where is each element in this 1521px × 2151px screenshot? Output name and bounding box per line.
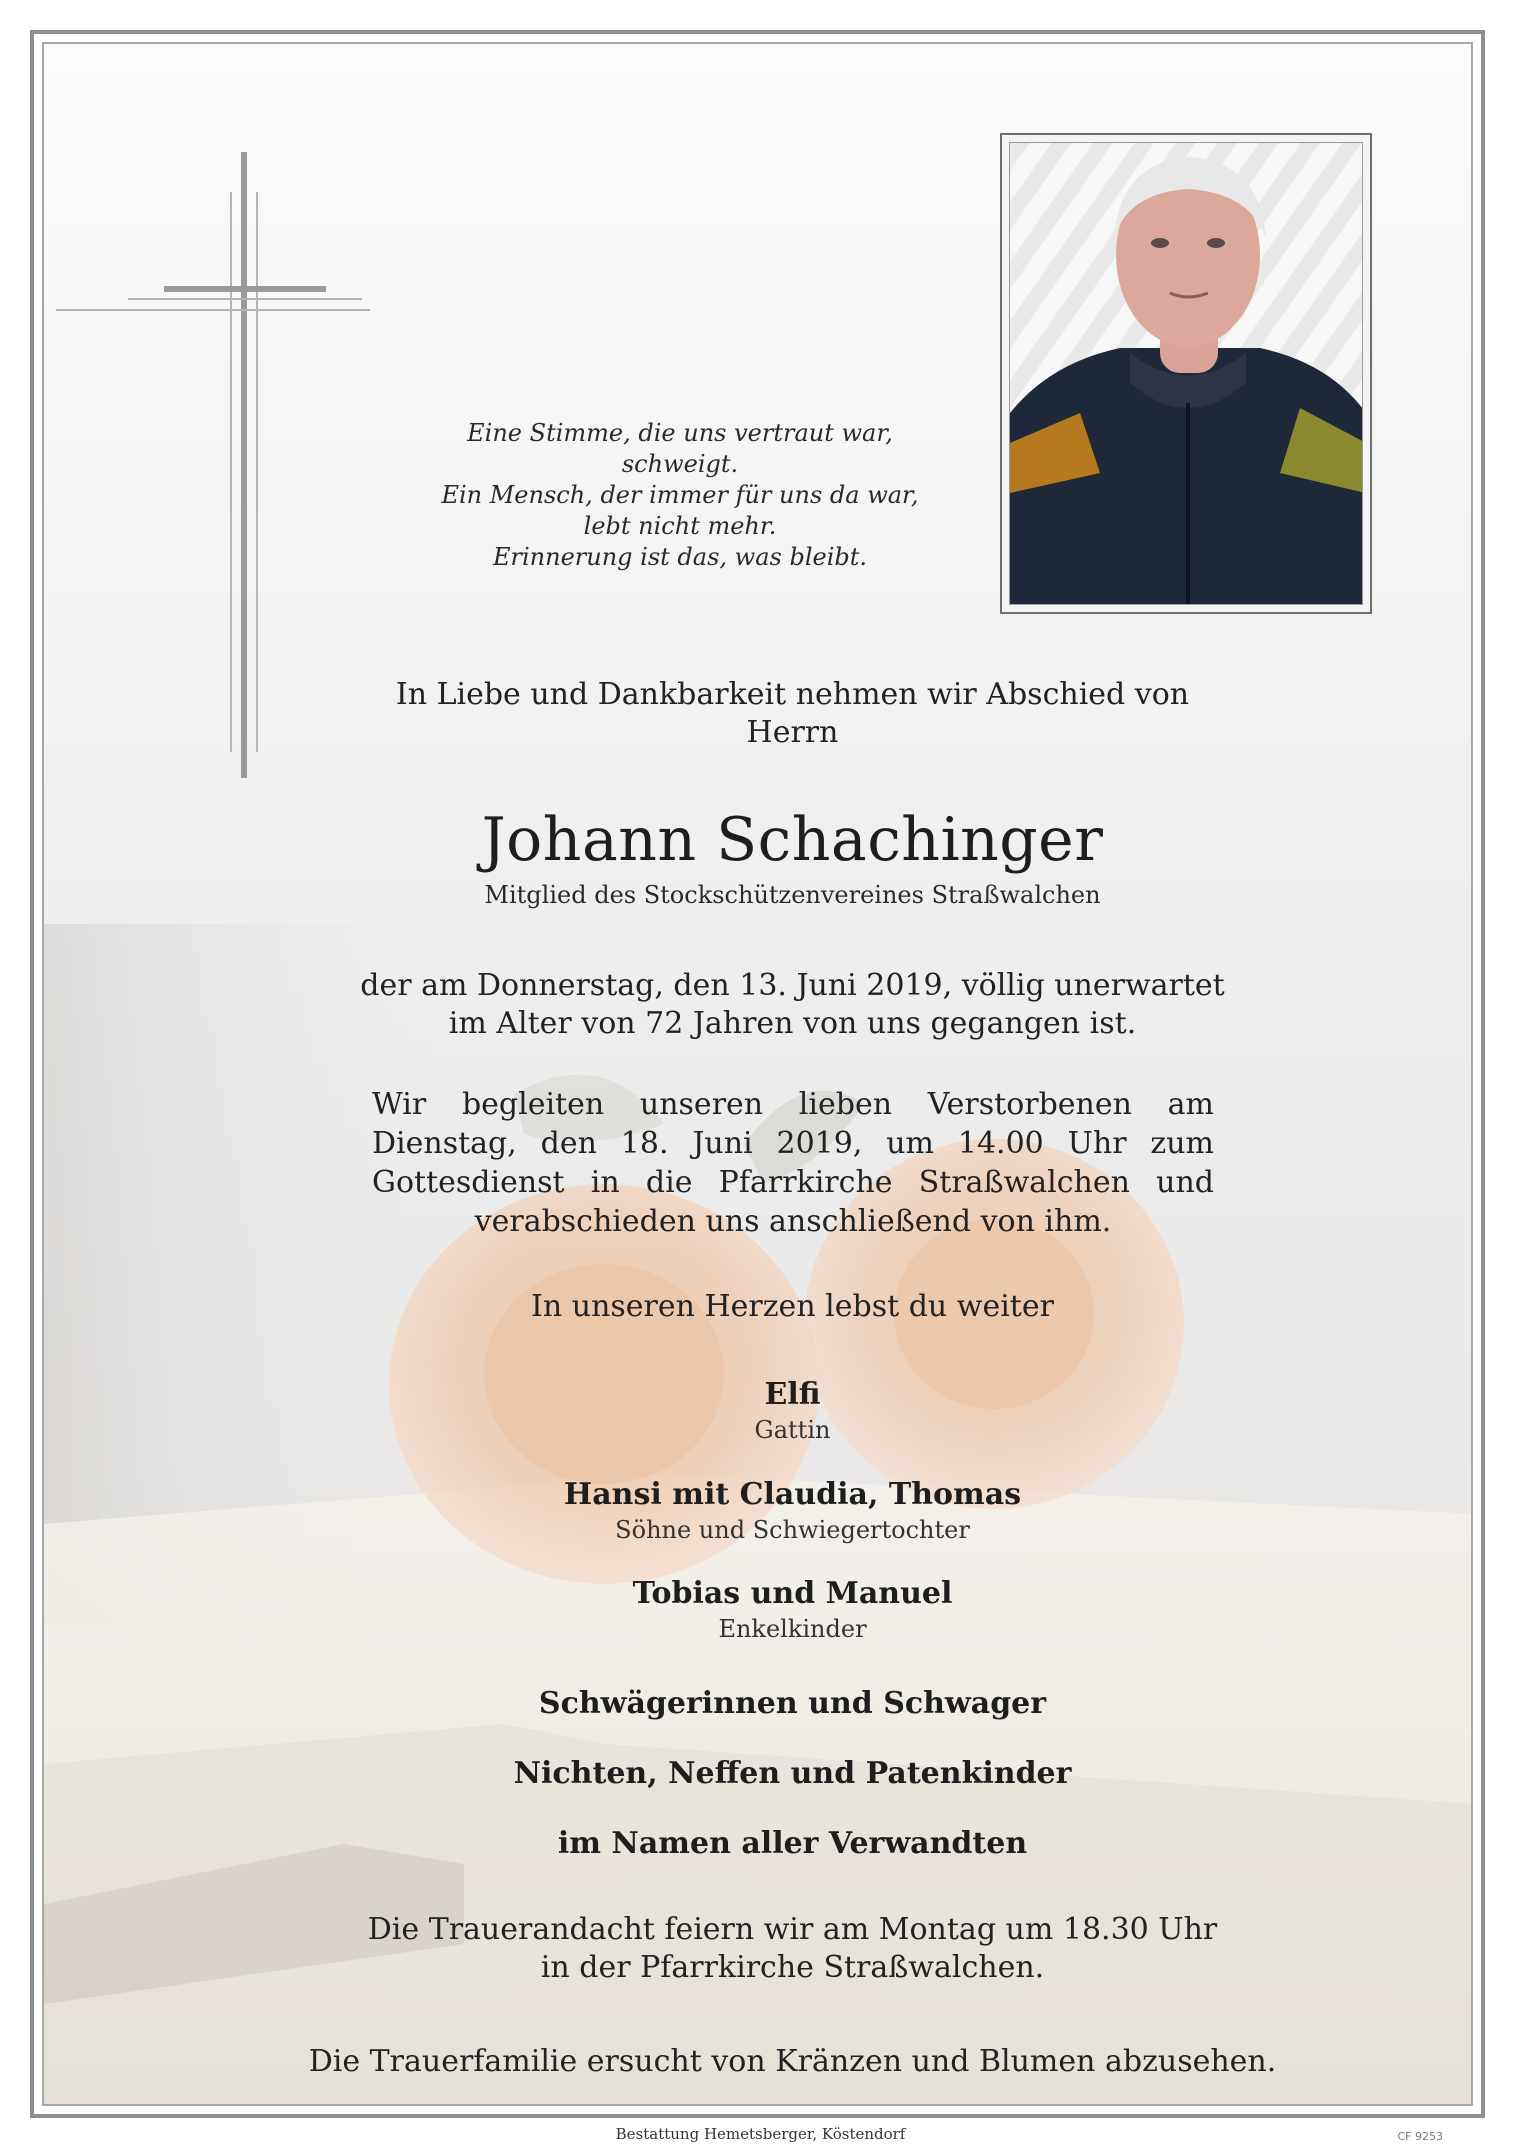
- mourner-relation: Gattin: [754, 1416, 831, 1444]
- mourner-group: im Namen aller Verwandten: [557, 1826, 1028, 1861]
- vigil-line: Die Trauerandacht feiern wir am Montag um 18.30 Uhr: [367, 1912, 1218, 1947]
- vigil-line: in der Pfarrkirche Straßwalchen.: [540, 1950, 1045, 1985]
- intro-line: In Liebe und Dankbarkeit nehmen wir Abschied von: [395, 677, 1190, 712]
- portrait-photo-frame: [1000, 133, 1372, 614]
- mourner-group: Nichten, Neffen und Patenkinder: [513, 1756, 1072, 1791]
- poem-line: Eine Stimme, die uns vertraut war,: [467, 419, 893, 447]
- poem-line: schweigt.: [621, 450, 739, 478]
- deceased-subtitle: Mitglied des Stockschützenvereines Straßwalchen: [484, 881, 1101, 909]
- portrait-photo: [1009, 142, 1363, 605]
- funeral-home: Bestattung Hemetsberger, Köstendorf: [615, 2125, 906, 2143]
- flower-request: Die Trauerfamilie ersucht von Kränzen und Blumen abzusehen.: [308, 2044, 1277, 2079]
- death-notice-line: der am Donnerstag, den 13. Juni 2019, völlig unerwartet: [360, 968, 1225, 1003]
- poem-line: Ein Mensch, der immer für uns da war,: [441, 481, 919, 509]
- mourner-name: Tobias und Manuel: [632, 1576, 953, 1611]
- mourner-relation: Enkelkinder: [718, 1615, 867, 1643]
- heart-line: In unseren Herzen lebst du weiter: [531, 1289, 1054, 1324]
- death-notice: [30, 967, 1521, 1043]
- funeral-text: Wir begleiten unseren lieben Verstorbenen am Dienstag, den 18. Juni 2019, um 14.00 Uhr zum Gottesdienst in die Pfarrkirche Straßwalchen und verabschieden uns anschließend von ihm.: [372, 1087, 1214, 1239]
- mourner-name: Hansi mit Claudia, Thomas: [563, 1477, 1022, 1512]
- portrait-image: [1010, 143, 1363, 605]
- vigil-text: [30, 1911, 1521, 1987]
- document-code: CF 9253: [1397, 2130, 1443, 2143]
- death-notice-line: im Alter von 72 Jahren von uns gegangen ist.: [448, 1006, 1137, 1041]
- mourner-group: Schwägerinnen und Schwager: [538, 1686, 1047, 1721]
- mourner-relation: Söhne und Schwiegertochter: [615, 1516, 970, 1544]
- poem-line: lebt nicht mehr.: [583, 512, 777, 540]
- intro-text: [30, 676, 1521, 752]
- poem: [410, 418, 950, 573]
- cross-icon: [56, 112, 376, 752]
- intro-line: Herrn: [746, 715, 839, 750]
- deceased-name: Johann Schachinger: [481, 805, 1104, 875]
- poem-line: Erinnerung ist das, was bleibt.: [492, 543, 868, 571]
- mourner-name: Elfi: [764, 1377, 821, 1412]
